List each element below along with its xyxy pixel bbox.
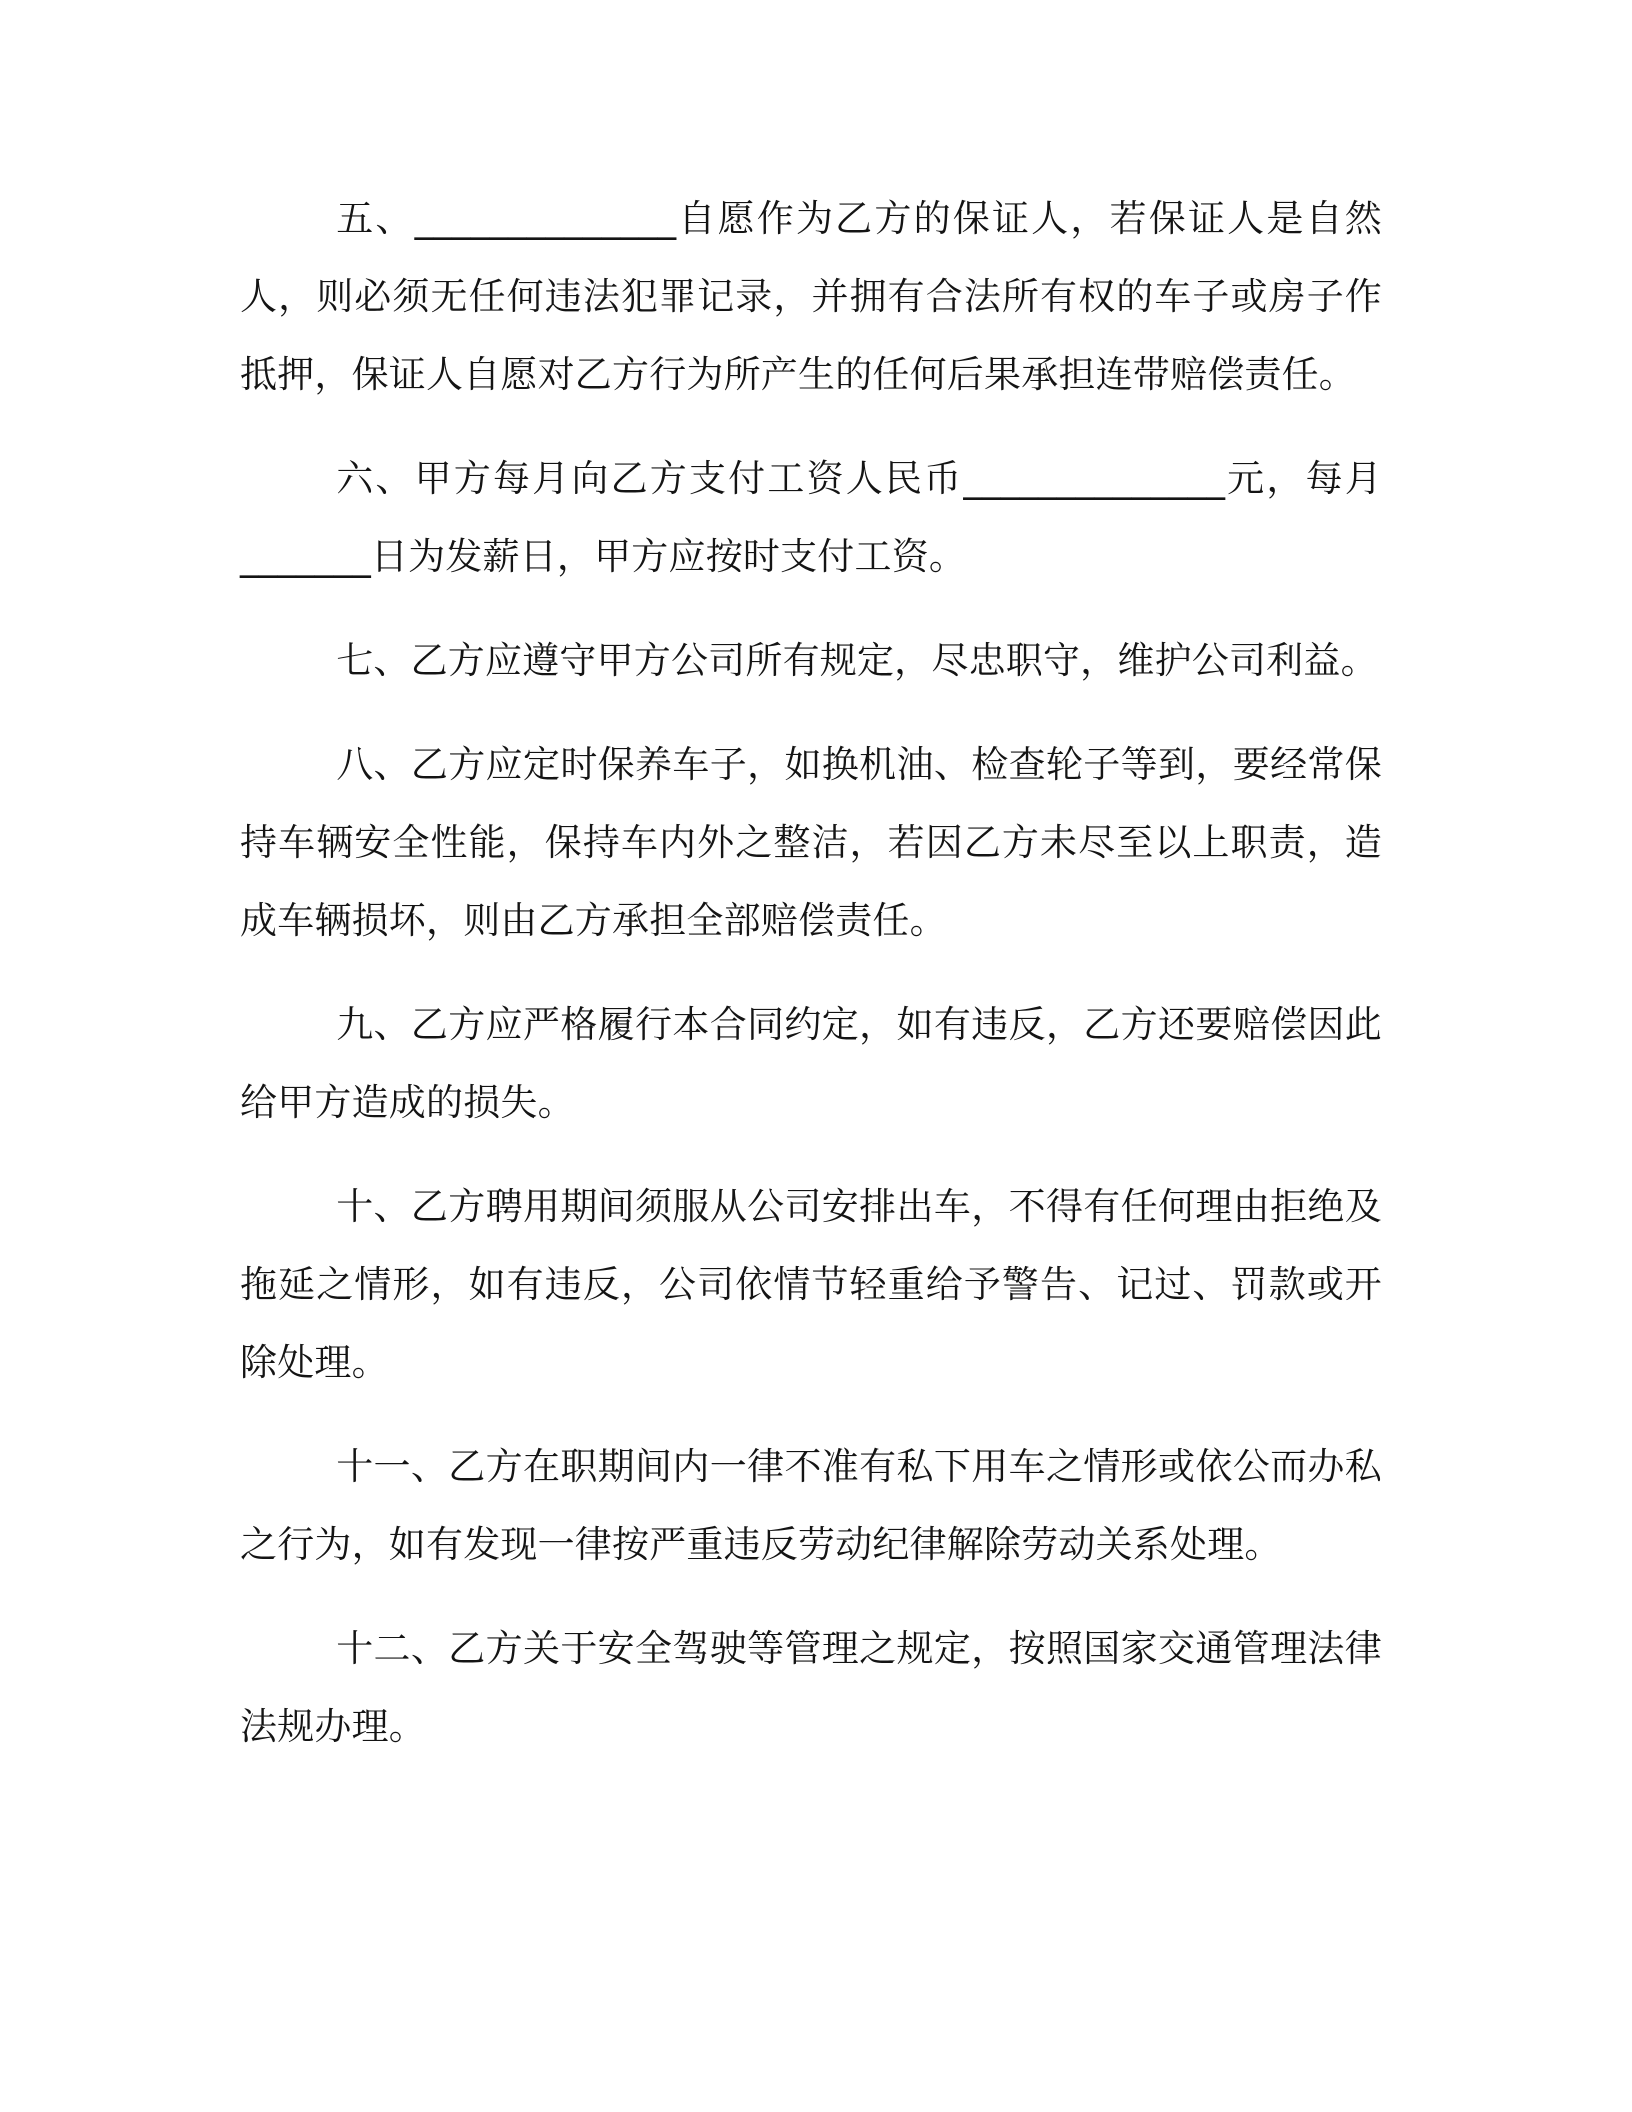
clause-11: 十一、乙方在职期间内一律不准有私下用车之情形或依公而办私之行为，如有发现一律按严重违反劳动纪律解除劳动关系处理。 [240,1445,1382,1566]
clause-10: 十、乙方聘用期间须服从公司安排出车，不得有任何理由拒绝及拖延之情形，如有违反，公司依情节轻重给予警告、记过、罚款或开除处理。 [240,1185,1382,1384]
contract-body [240,180,1382,1792]
clause-12: 十二、乙方关于安全驾驶等管理之规定，按照国家交通管理法律法规办理。 [240,1627,1382,1748]
clause-7: 七、乙方应遵守甲方公司所有规定，尽忠职守，维护公司利益。 [336,639,1378,682]
clause-5: 五、______________自愿作为乙方的保证人，若保证人是自然人，则必须无任何违法犯罪记录，并拥有合法所有权的车子或房子作抵押，保证人自愿对乙方行为所产生的任何后果承担连带赔偿责任。 [240,197,1382,396]
clause-8: 八、乙方应定时保养车子，如换机油、检查轮子等到，要经常保持车辆安全性能，保持车内外之整洁，若因乙方未尽至以上职责，造成车辆损坏，则由乙方承担全部赔偿责任。 [240,743,1382,942]
clause-6: 六、甲方每月向乙方支付工资人民币______________元，每月_______日为发薪日，甲方应按时支付工资。 [240,457,1382,578]
clause-9: 九、乙方应严格履行本合同约定，如有违反，乙方还要赔偿因此给甲方造成的损失。 [240,1003,1382,1124]
